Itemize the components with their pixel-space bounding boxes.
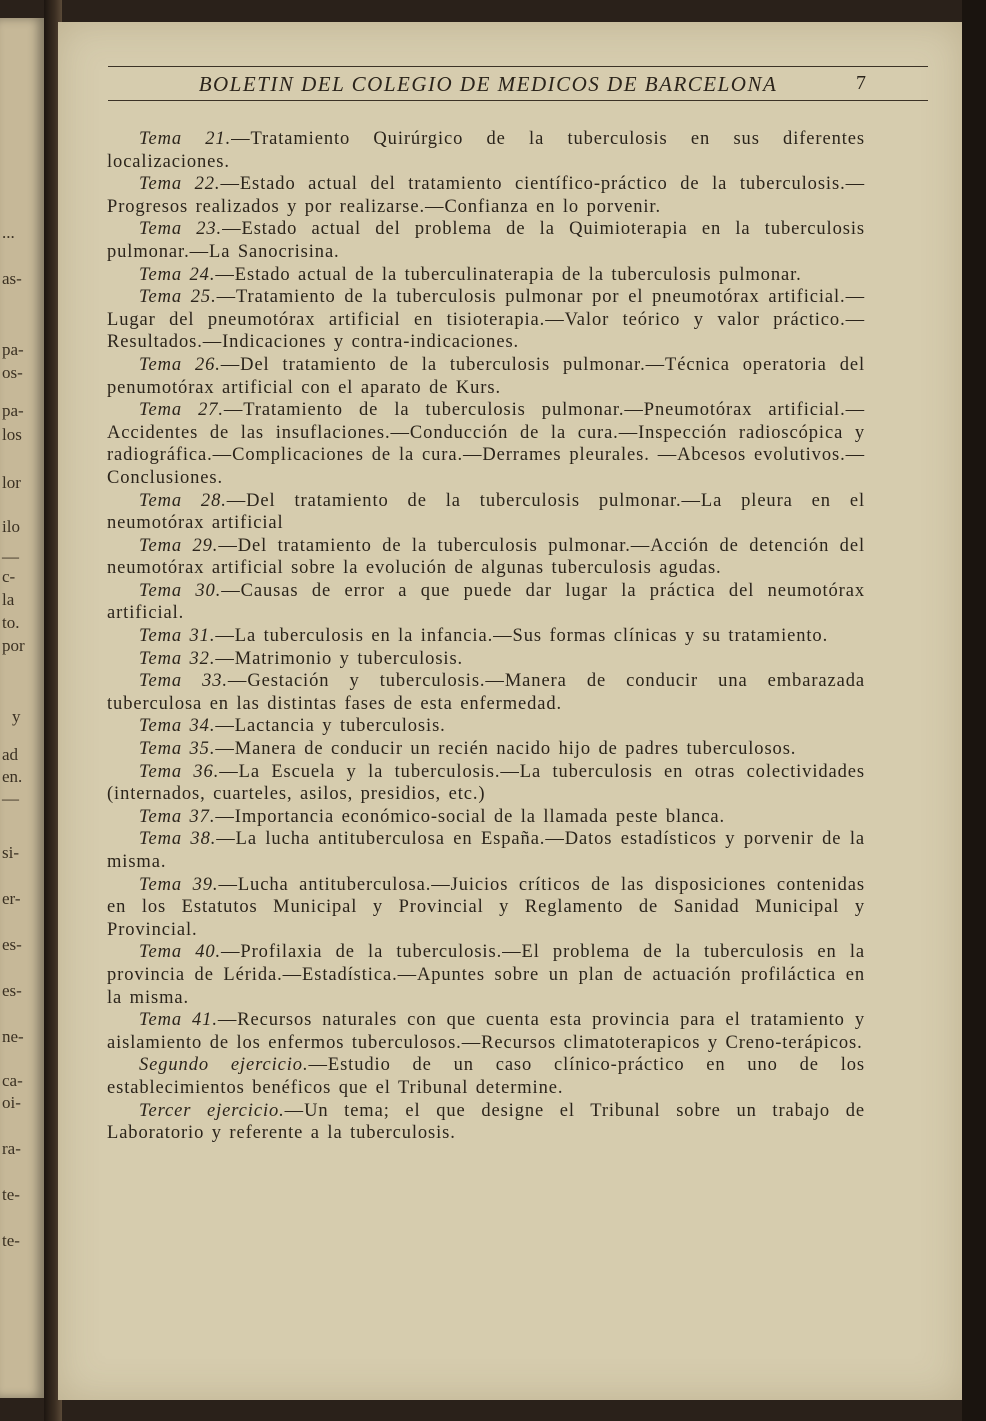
topic-paragraph <box>107 941 865 1009</box>
topic-paragraph <box>107 354 865 399</box>
page-right-edge <box>962 0 986 1421</box>
topic-label: Tema 35. <box>139 739 216 760</box>
margin-fragment: por <box>2 636 25 655</box>
margin-fragment: la <box>2 590 15 609</box>
topic-label: Tema 31. <box>139 626 216 647</box>
topic-paragraph <box>107 128 865 173</box>
margin-fragment: ad <box>2 745 19 764</box>
topic-text: —Estado actual del problema de la Quimioterapia en la tuberculosis pulmonar.—La Sanocrisina. <box>107 219 865 262</box>
topic-label: Tema 37. <box>139 806 216 827</box>
topic-text: —Estado actual del tratamiento científico-práctico de la tuberculosis.—Progresos realizados y por realizarse.—Confianza en lo porvenir. <box>107 174 865 217</box>
topic-paragraph <box>107 1009 865 1054</box>
header-bottom-rule <box>108 100 928 101</box>
topic-label: Tema 29. <box>139 535 219 556</box>
margin-fragment: te- <box>2 1185 20 1204</box>
topic-paragraph <box>107 715 865 738</box>
topic-text: —Matrimonio y tuberculosis. <box>215 648 464 669</box>
margin-fragment: ne- <box>2 1027 24 1046</box>
topic-label: Segundo ejercicio. <box>139 1055 309 1076</box>
topic-label: Tema 36. <box>139 761 220 782</box>
margin-fragment: ... <box>2 223 15 242</box>
margin-fragment: ra- <box>2 1139 21 1158</box>
topic-paragraph <box>107 490 865 535</box>
margin-fragment: — <box>2 547 19 566</box>
header-top-rule <box>108 66 928 67</box>
topic-paragraph <box>107 399 865 489</box>
topic-paragraph <box>107 286 865 354</box>
topic-label: Tema 21. <box>139 129 232 149</box>
topic-text: —Manera de conducir un recién nacido hijo de padres tuberculosos. <box>215 739 797 760</box>
topic-text: —Estudio de un caso clínico-práctico en uno de los establecimientos benéficos que el Tribunal determine. <box>107 1055 865 1098</box>
topic-paragraph <box>107 761 865 806</box>
topic-paragraph <box>107 648 865 671</box>
topic-text: —Recursos naturales con que cuenta esta provincia para el tratamiento y aislamiento de los enfermos tuberculosos.—Recursos climatoterapicos y Creno-terápicos. <box>107 1010 865 1053</box>
topic-label: Tema 22. <box>139 174 221 195</box>
margin-fragment: es- <box>2 935 22 954</box>
topic-label: Tema 38. <box>139 829 217 850</box>
topic-text: —Estado actual de la tuberculinaterapia de la tuberculosis pulmonar. <box>215 264 802 285</box>
margin-fragment: — <box>2 789 19 808</box>
topic-text: —Importancia económico-social de la llamada peste blanca. <box>215 806 726 827</box>
topic-label: Tema 23. <box>139 219 223 240</box>
topic-paragraph <box>107 218 865 263</box>
margin-fragment: en. <box>2 767 23 786</box>
margin-fragment: er- <box>2 889 21 908</box>
topic-label: Tercer ejercicio. <box>139 1100 285 1121</box>
margin-fragment: oi- <box>2 1093 21 1112</box>
running-header-title: BOLETIN DEL COLEGIO DE MEDICOS DE BARCELONA <box>198 72 778 96</box>
topic-text: —Lucha antituberculosa.—Juicios críticos de las disposiciones contenidas en los Estatutos Municipal y Provincial y Reglamento de Sanidad Municipal y Provincial. <box>107 874 865 940</box>
margin-fragment: c- <box>2 567 16 586</box>
topic-text: —Un tema; el que designe el Tribunal sobre un trabajo de Laboratorio y referente a la tuberculosis. <box>107 1100 866 1144</box>
topic-label: Tema 30. <box>139 580 222 601</box>
topic-text: —Del tratamiento de la tuberculosis pulmonar.—Técnica operatoria del penumotórax artificial con el aparato de Kurs. <box>107 354 865 398</box>
topic-label: Tema 32. <box>139 648 216 669</box>
previous-page-edge <box>0 18 44 1398</box>
topic-text: —Profilaxia de la tuberculosis.—El problema de la tuberculosis en la provincia de Lérida.—Estadística.—Apuntes sobre un plan de actuación profiláctica en la misma. <box>107 942 865 1008</box>
exam-topics-list <box>107 128 865 1145</box>
page-number: 7 <box>856 72 866 94</box>
topic-label: Tema 28. <box>139 490 227 511</box>
topic-paragraph <box>107 535 865 580</box>
topic-label: Tema 25. <box>139 287 217 308</box>
topic-text: —La Escuela y la tuberculosis.—La tuberculosis en otras colectividades (internados, cuarteles, asilos, presidios, etc.) <box>107 761 865 805</box>
topic-text: —La lucha antituberculosa en España.—Datos estadísticos y porvenir de la misma. <box>107 829 865 872</box>
topic-label: Tema 33. <box>139 671 228 692</box>
margin-fragment: as- <box>2 269 22 288</box>
margin-fragment: os- <box>2 363 23 382</box>
margin-fragment: pa- <box>2 401 24 420</box>
topic-paragraph <box>107 1054 865 1099</box>
topic-paragraph <box>107 1100 865 1145</box>
topic-paragraph <box>107 625 865 648</box>
margin-fragment: ilo <box>2 517 20 536</box>
topic-paragraph <box>107 580 865 625</box>
topic-label: Tema 41. <box>139 1010 218 1031</box>
topic-text: —La tuberculosis en la infancia.—Sus formas clínicas y su tratamiento. <box>215 626 829 647</box>
margin-fragment: pa- <box>2 340 24 359</box>
topic-label: Tema 24. <box>139 264 216 285</box>
margin-fragment: lor <box>2 473 21 492</box>
topic-paragraph <box>107 173 865 218</box>
margin-fragment: y <box>12 707 21 726</box>
topic-text: —Lactancia y tuberculosis. <box>215 716 446 737</box>
topic-text: —Del tratamiento de la tuberculosis pulmonar.—La pleura en el neumotórax artificial <box>107 490 865 534</box>
margin-fragment: si- <box>2 843 19 862</box>
margin-fragment: los <box>2 425 22 444</box>
topic-paragraph <box>107 738 865 761</box>
topic-text: —Gestación y tuberculosis.—Manera de conducir una embarazada tuberculosa en las distintas fases de esta enfermedad. <box>107 671 865 714</box>
topic-label: Tema 40. <box>139 942 222 963</box>
topic-text: —Tratamiento Quirúrgico de la tuberculosis en sus diferentes localizaciones. <box>107 129 865 172</box>
topic-label: Tema 26. <box>139 354 221 375</box>
margin-fragment: to. <box>2 613 20 632</box>
margin-fragment: es- <box>2 981 22 1000</box>
topic-text: —Tratamiento de la tuberculosis pulmonar.—Pneumotórax artificial.—Accidentes de las insuflaciones.—Conducción de la cura.—Inspección radioscópica y radiográfica.—Complicaciones de la cura.—Derrames pleurales. —Abcesos evolutivos.—Conclusiones. <box>107 400 865 488</box>
document-page <box>58 22 962 1400</box>
margin-fragment: te- <box>2 1231 20 1250</box>
topic-text: —Tratamiento de la tuberculosis pulmonar por el pneumotórax artificial.—Lugar del pneumotórax artificial en tisioterapia.—Valor teórico y valor práctico.—Resultados.—Indicaciones y contra-indicaciones. <box>107 287 865 353</box>
topic-label: Tema 27. <box>139 400 224 421</box>
topic-label: Tema 39. <box>139 874 219 895</box>
topic-paragraph <box>107 806 865 829</box>
topic-text: —Del tratamiento de la tuberculosis pulmonar.—Acción de detención del neumotórax artificial sobre la evolución de algunas tuberculosis agudas. <box>107 535 865 579</box>
topic-paragraph <box>107 874 865 942</box>
topic-paragraph <box>107 828 865 873</box>
topic-text: —Causas de error a que puede dar lugar la práctica del neumotórax artificial. <box>107 580 865 624</box>
topic-paragraph <box>107 670 865 715</box>
margin-fragment: ca- <box>2 1071 23 1090</box>
topic-label: Tema 34. <box>139 716 216 737</box>
topic-paragraph <box>107 264 865 287</box>
